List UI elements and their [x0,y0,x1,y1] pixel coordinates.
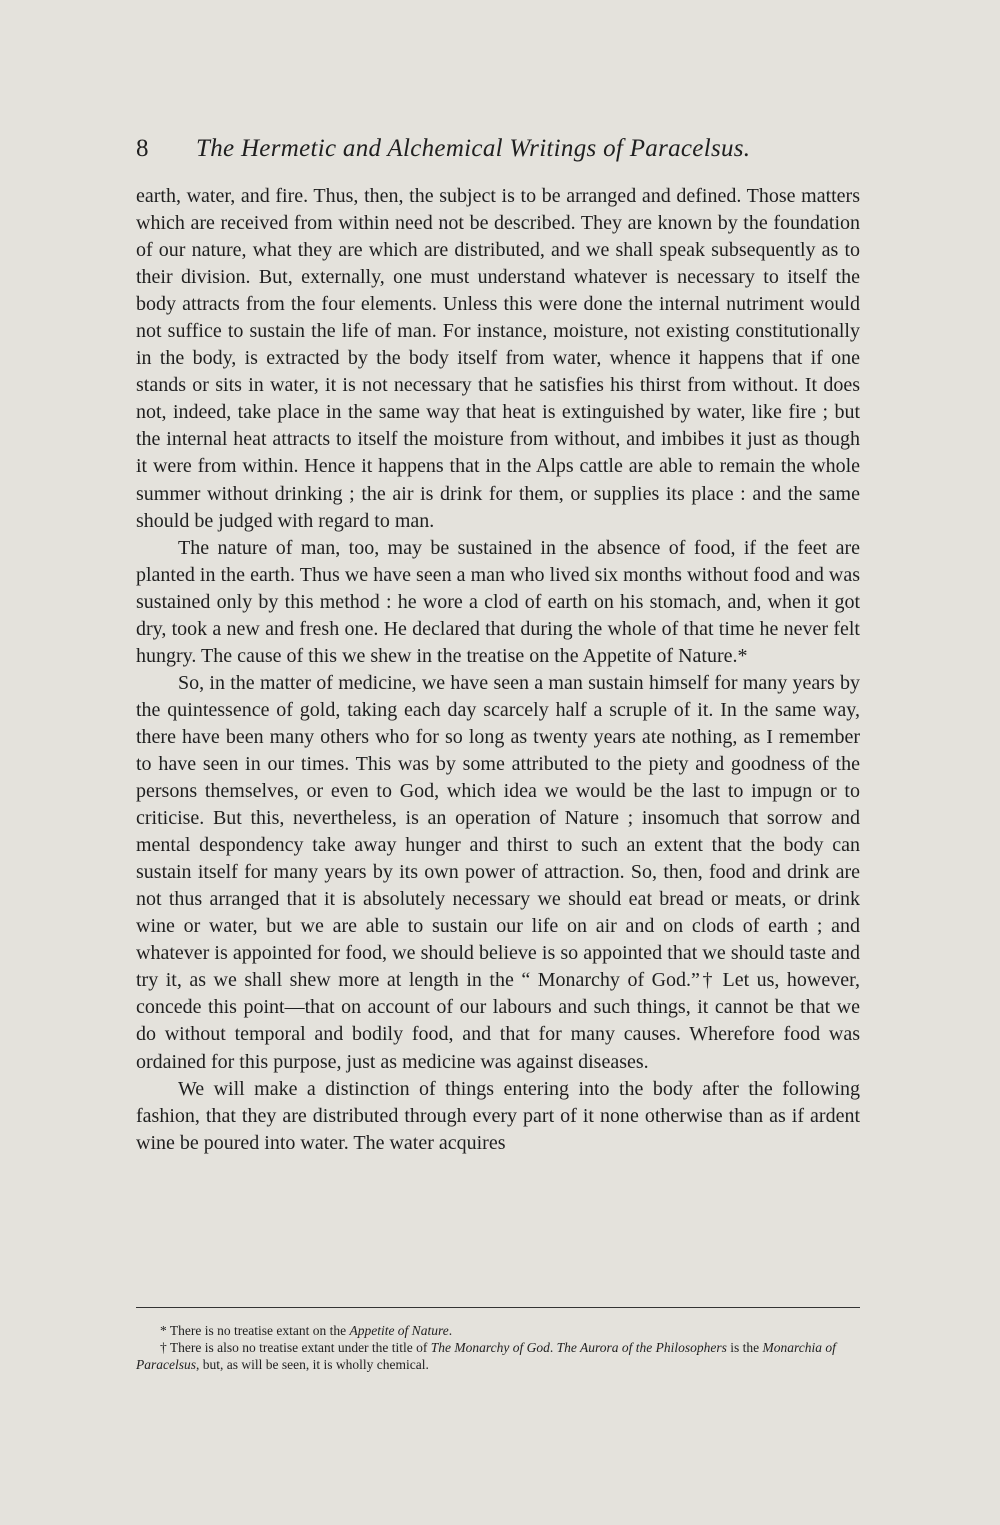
footnote-title: Monarchia of Paracelsus [136,1340,836,1372]
body-text [136,183,860,1157]
footnotes [136,1322,860,1373]
footnote-text: . [448,1323,453,1338]
paragraph: earth, water, and fire. Thus, then, the subject is to be arranged and defined. Those matters which are received from within need not be described. They are known by the foundation of our nature, what they are which are distributed, and we shall speak subsequently as to their division. But, externally, one must understand whatever is necessary to itself the body attracts from the four elements. Unless this were done the internal nutriment would not suffice to sustain the life of man. For instance, moisture, not existing constitutionally in the body, is extracted by the body itself from water, whence it happens that if one stands or sits in water, it is not necessary that he satisfies his thirst from without. It does not, indeed, take place in the same way that heat is extinguished by water, like fire ; but the internal heat attracts to itself the moisture from without, and imbibes it just as though it were from within. Hence it happens that in the Alps cattle are able to remain the whole summer without drinking ; the air is drink for them, or supplies its place : and the same should be judged with regard to man. [136,185,860,532]
paragraph: The nature of man, too, may be sustained in the absence of food, if the feet are planted in the earth. Thus we have seen a man who lived six months without food and was sustained only by this method : he wore a clod of earth on his stomach, and, when it got dry, took a new and fresh one. He declared that during the whole of that time he never felt hungry. The cause of this we shew in the treatise on the Appetite of Nature.* [136,536,860,667]
footnote [136,1339,860,1373]
running-title: The Hermetic and Alchemical Writings of Paracelsus. [196,135,751,162]
running-header [136,133,826,165]
footnote-text: † There is also no treatise extant under the title of [160,1340,431,1355]
footnote-title: The Monarchy of God [430,1340,550,1355]
footnote-text: , but, as will be seen, it is wholly chemical. [196,1357,429,1372]
paragraph: So, in the matter of medicine, we have seen a man sustain himself for many years by the quintessence of gold, taking each day scarcely half a scruple of it. In the same way, there have been many others who for so long as twenty years ate nothing, as I remember to have seen in our times. This was by some attributed to the piety and goodness of the persons themselves, or even to God, which idea we would be the last to impugn or to criticise. But this, nevertheless, is an operation of Nature ; insomuch that sorrow and mental despondency take away hunger and thirst to such an extent that the body can sustain itself for many years by its own power of attraction. So, then, food and drink are not thus arranged that it is absolutely necessary we should eat bread or meats, or drink wine or water, but we are able to sustain our life on air and on clods of earth ; and whatever is appointed for food, we should believe is so appointed that we should taste and try it, as we shall shew more at length in the “ Monarchy of God.”† Let us, however, concede this point—that on account of our labours and such things, it cannot be that we do without temporal and bodily food, and that for many causes. Wherefore food was ordained for this purpose, just as medicine was against diseases. [136,671,860,1073]
footnote-text: . [549,1340,557,1355]
footnote-text: is the [726,1340,763,1355]
footnote-text: * There is no treatise extant on the [160,1323,350,1338]
footnote [136,1322,860,1339]
paragraph: We will make a distinction of things entering into the body after the following fashion, that they are distributed through every part of it none otherwise than as if ardent wine be poured into water. The water acquires [136,1077,860,1154]
footnote-title: Appetite of Nature [349,1323,449,1338]
footnote-title: The Aurora of the Philosophers [556,1340,727,1355]
footnote-rule [136,1307,860,1308]
page-number: 8 [136,135,149,162]
